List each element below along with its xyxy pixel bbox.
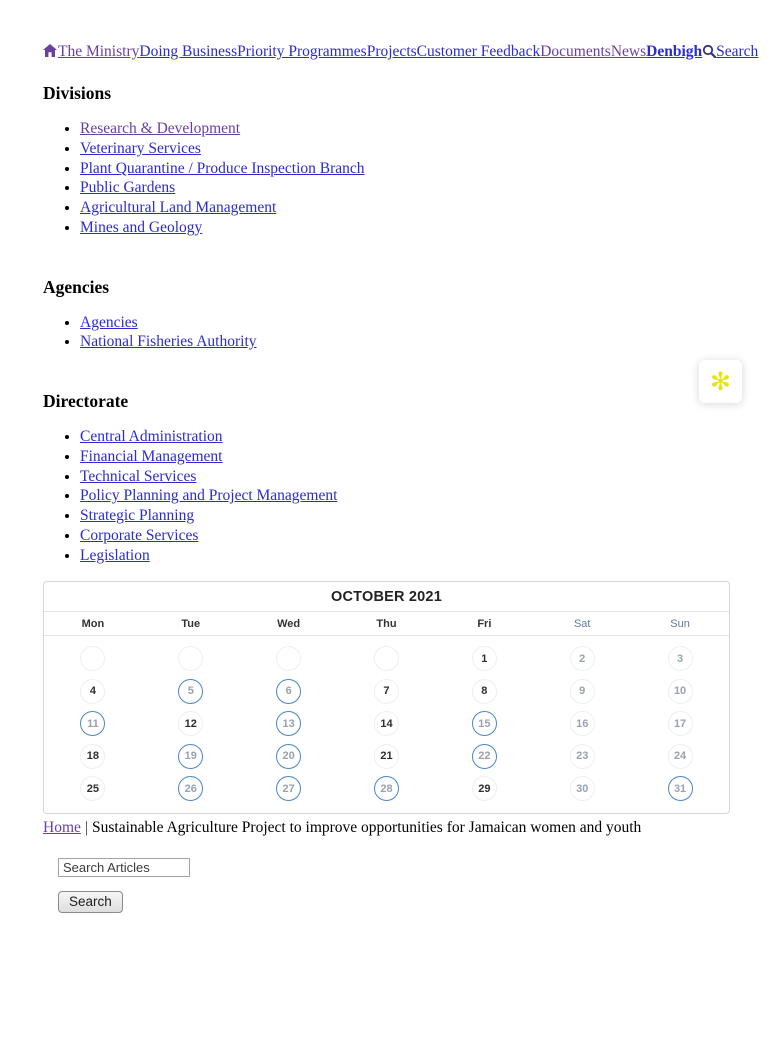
calendar-cell bbox=[44, 707, 142, 740]
nav-link-priority-programmes[interactable]: Priority Programmes bbox=[237, 43, 367, 60]
calendar-cell bbox=[142, 772, 240, 805]
events-calendar bbox=[43, 581, 730, 814]
calendar-day-header-thu: Thu bbox=[376, 618, 397, 631]
calendar-cell bbox=[338, 675, 436, 708]
calendar-event-day-20[interactable]: 20 bbox=[276, 744, 301, 769]
calendar-cell bbox=[240, 642, 338, 675]
article-search bbox=[58, 858, 730, 913]
section-agencies bbox=[43, 277, 730, 351]
calendar-day-24: 24 bbox=[668, 744, 693, 769]
page-content bbox=[0, 44, 773, 913]
list-item bbox=[80, 469, 730, 486]
calendar-event-day-13[interactable]: 13 bbox=[276, 711, 301, 736]
breadcrumb-home-link[interactable]: Home bbox=[43, 818, 81, 836]
calendar-day-14: 14 bbox=[374, 711, 399, 736]
calendar-event-day-6[interactable]: 6 bbox=[276, 679, 301, 704]
calendar-day-10: 10 bbox=[668, 679, 693, 704]
section-title-agencies: Agencies bbox=[43, 276, 110, 297]
calendar-event-day-5[interactable]: 5 bbox=[178, 679, 203, 704]
link-technical-services[interactable]: Technical Services bbox=[80, 467, 197, 485]
calendar-cell bbox=[631, 772, 729, 805]
calendar-cell bbox=[435, 740, 533, 773]
section-list-agencies bbox=[43, 315, 730, 351]
calendar-empty-day bbox=[374, 646, 399, 671]
calendar-cell bbox=[44, 675, 142, 708]
calendar-day-4: 4 bbox=[80, 679, 105, 704]
nav-search-label: Search bbox=[716, 43, 759, 60]
list-item bbox=[80, 548, 730, 565]
calendar-event-day-28[interactable]: 28 bbox=[374, 776, 399, 801]
calendar-empty-day bbox=[80, 646, 105, 671]
calendar-day-17: 17 bbox=[668, 711, 693, 736]
calendar-grid bbox=[44, 636, 729, 813]
calendar-day-header-sat: Sat bbox=[573, 618, 591, 631]
link-strategic-planning[interactable]: Strategic Planning bbox=[80, 507, 195, 525]
calendar-cell bbox=[240, 707, 338, 740]
section-divisions bbox=[43, 83, 730, 236]
calendar-cell bbox=[631, 707, 729, 740]
calendar-event-day-31[interactable]: 31 bbox=[668, 776, 693, 801]
list-item bbox=[80, 200, 730, 217]
calendar-cell bbox=[44, 740, 142, 773]
link-public-gardens[interactable]: Public Gardens bbox=[80, 179, 176, 197]
calendar-day-3: 3 bbox=[668, 646, 693, 671]
list-item bbox=[80, 315, 730, 332]
list-item bbox=[80, 488, 730, 505]
calendar-cell bbox=[533, 707, 631, 740]
accessibility-widget-button[interactable] bbox=[699, 360, 742, 403]
calendar-day-header-sun: Sun bbox=[670, 618, 690, 631]
link-research-development[interactable]: Research & Development bbox=[80, 120, 241, 138]
link-legislation[interactable]: Legislation bbox=[80, 546, 150, 564]
breadcrumb-page-title: Sustainable Agriculture Project to improve opportunities for Jamaican women and youth bbox=[92, 818, 642, 836]
calendar-event-day-11[interactable]: 11 bbox=[80, 711, 105, 736]
calendar-cell bbox=[533, 675, 631, 708]
calendar-day-23: 23 bbox=[570, 744, 595, 769]
calendar-cell bbox=[631, 740, 729, 773]
nav-link-denbigh[interactable]: Denbigh bbox=[646, 43, 703, 60]
nav-link-customer-feedback[interactable]: Customer Feedback bbox=[416, 43, 541, 60]
calendar-cell bbox=[44, 772, 142, 805]
list-item bbox=[80, 121, 730, 138]
list-item bbox=[80, 141, 730, 158]
calendar-event-day-22[interactable]: 22 bbox=[472, 744, 497, 769]
calendar-event-day-27[interactable]: 27 bbox=[276, 776, 301, 801]
calendar-cell bbox=[240, 675, 338, 708]
section-directorate bbox=[43, 391, 730, 564]
calendar-cell bbox=[240, 740, 338, 773]
calendar-cell bbox=[533, 740, 631, 773]
calendar-cell bbox=[338, 642, 436, 675]
list-item bbox=[80, 220, 730, 237]
section-list-divisions bbox=[43, 121, 730, 236]
calendar-day-8: 8 bbox=[472, 679, 497, 704]
article-search-input[interactable] bbox=[58, 858, 190, 877]
search-icon bbox=[702, 45, 716, 62]
calendar-day-9: 9 bbox=[570, 679, 595, 704]
calendar-cell bbox=[142, 675, 240, 708]
calendar-cell bbox=[631, 642, 729, 675]
link-sections bbox=[43, 83, 730, 564]
calendar-cell bbox=[338, 707, 436, 740]
calendar-day-29: 29 bbox=[472, 776, 497, 801]
calendar-day-12: 12 bbox=[178, 711, 203, 736]
calendar-cell bbox=[44, 642, 142, 675]
link-corporate-services[interactable]: Corporate Services bbox=[80, 526, 199, 544]
nav-link-the-ministry[interactable]: The Ministry bbox=[58, 43, 140, 60]
list-item bbox=[80, 334, 730, 351]
calendar-cell bbox=[142, 642, 240, 675]
calendar-day-25: 25 bbox=[80, 776, 105, 801]
calendar-cell bbox=[533, 642, 631, 675]
calendar-day-header-fri: Fri bbox=[477, 618, 492, 631]
calendar-day-headers bbox=[44, 612, 729, 636]
calendar-empty-day bbox=[276, 646, 301, 671]
calendar-cell bbox=[240, 772, 338, 805]
calendar-cell bbox=[435, 675, 533, 708]
section-title-divisions: Divisions bbox=[43, 83, 112, 104]
list-item bbox=[80, 528, 730, 545]
calendar-cell bbox=[338, 772, 436, 805]
link-agencies[interactable]: Agencies bbox=[80, 313, 138, 331]
calendar-day-7: 7 bbox=[374, 679, 399, 704]
nav-link-documents[interactable]: Documents bbox=[540, 43, 611, 60]
calendar-cell bbox=[631, 675, 729, 708]
list-item bbox=[80, 508, 730, 525]
link-plant-quarantine-produce-inspection-branch[interactable]: Plant Quarantine / Produce Inspection Branch bbox=[80, 159, 365, 177]
calendar-day-18: 18 bbox=[80, 744, 105, 769]
calendar-cell bbox=[435, 642, 533, 675]
nav-search-link[interactable] bbox=[702, 43, 758, 60]
asterisk-icon: ✻ bbox=[710, 367, 731, 396]
section-title-directorate: Directorate bbox=[43, 391, 129, 412]
section-list-directorate bbox=[43, 429, 730, 564]
list-item bbox=[80, 161, 730, 178]
calendar-empty-day bbox=[178, 646, 203, 671]
calendar-event-day-26[interactable]: 26 bbox=[178, 776, 203, 801]
calendar-cell bbox=[338, 740, 436, 773]
calendar-cell bbox=[435, 772, 533, 805]
nav-link-doing-business[interactable]: Doing Business bbox=[139, 43, 238, 60]
calendar-day-21: 21 bbox=[374, 744, 399, 769]
link-central-administration[interactable]: Central Administration bbox=[80, 428, 223, 446]
calendar-day-header-mon: Mon bbox=[81, 618, 105, 631]
top-nav-links bbox=[58, 43, 702, 60]
list-item bbox=[80, 449, 730, 466]
breadcrumb bbox=[43, 819, 730, 837]
link-policy-planning-and-project-management[interactable]: Policy Planning and Project Management bbox=[80, 487, 338, 505]
calendar-day-header-tue: Tue bbox=[181, 618, 201, 631]
list-item bbox=[80, 429, 730, 446]
calendar-day-30: 30 bbox=[570, 776, 595, 801]
calendar-cell bbox=[142, 740, 240, 773]
calendar-day-1: 1 bbox=[472, 646, 497, 671]
top-nav bbox=[43, 43, 759, 62]
link-veterinary-services[interactable]: Veterinary Services bbox=[80, 140, 201, 157]
calendar-event-day-15[interactable]: 15 bbox=[472, 711, 497, 736]
link-financial-management[interactable]: Financial Management bbox=[80, 447, 223, 465]
calendar-cell bbox=[435, 707, 533, 740]
article-search-button[interactable]: Search bbox=[58, 891, 123, 913]
nav-link-news[interactable]: News bbox=[610, 43, 647, 60]
calendar-cell bbox=[142, 707, 240, 740]
link-agricultural-land-management[interactable]: Agricultural Land Management bbox=[80, 199, 277, 217]
calendar-event-day-19[interactable]: 19 bbox=[178, 744, 203, 769]
calendar-title: OCTOBER 2021 bbox=[44, 582, 729, 612]
calendar-day-2: 2 bbox=[570, 646, 595, 671]
breadcrumb-separator: | bbox=[84, 818, 88, 836]
calendar-day-header-wed: Wed bbox=[277, 618, 301, 631]
nav-link-projects[interactable]: Projects bbox=[366, 43, 417, 60]
list-item bbox=[80, 180, 730, 197]
link-mines-and-geology[interactable]: Mines and Geology bbox=[80, 218, 203, 236]
calendar-cell bbox=[533, 772, 631, 805]
calendar-day-16: 16 bbox=[570, 711, 595, 736]
home-icon[interactable] bbox=[43, 44, 57, 61]
link-national-fisheries-authority[interactable]: National Fisheries Authority bbox=[80, 333, 257, 351]
